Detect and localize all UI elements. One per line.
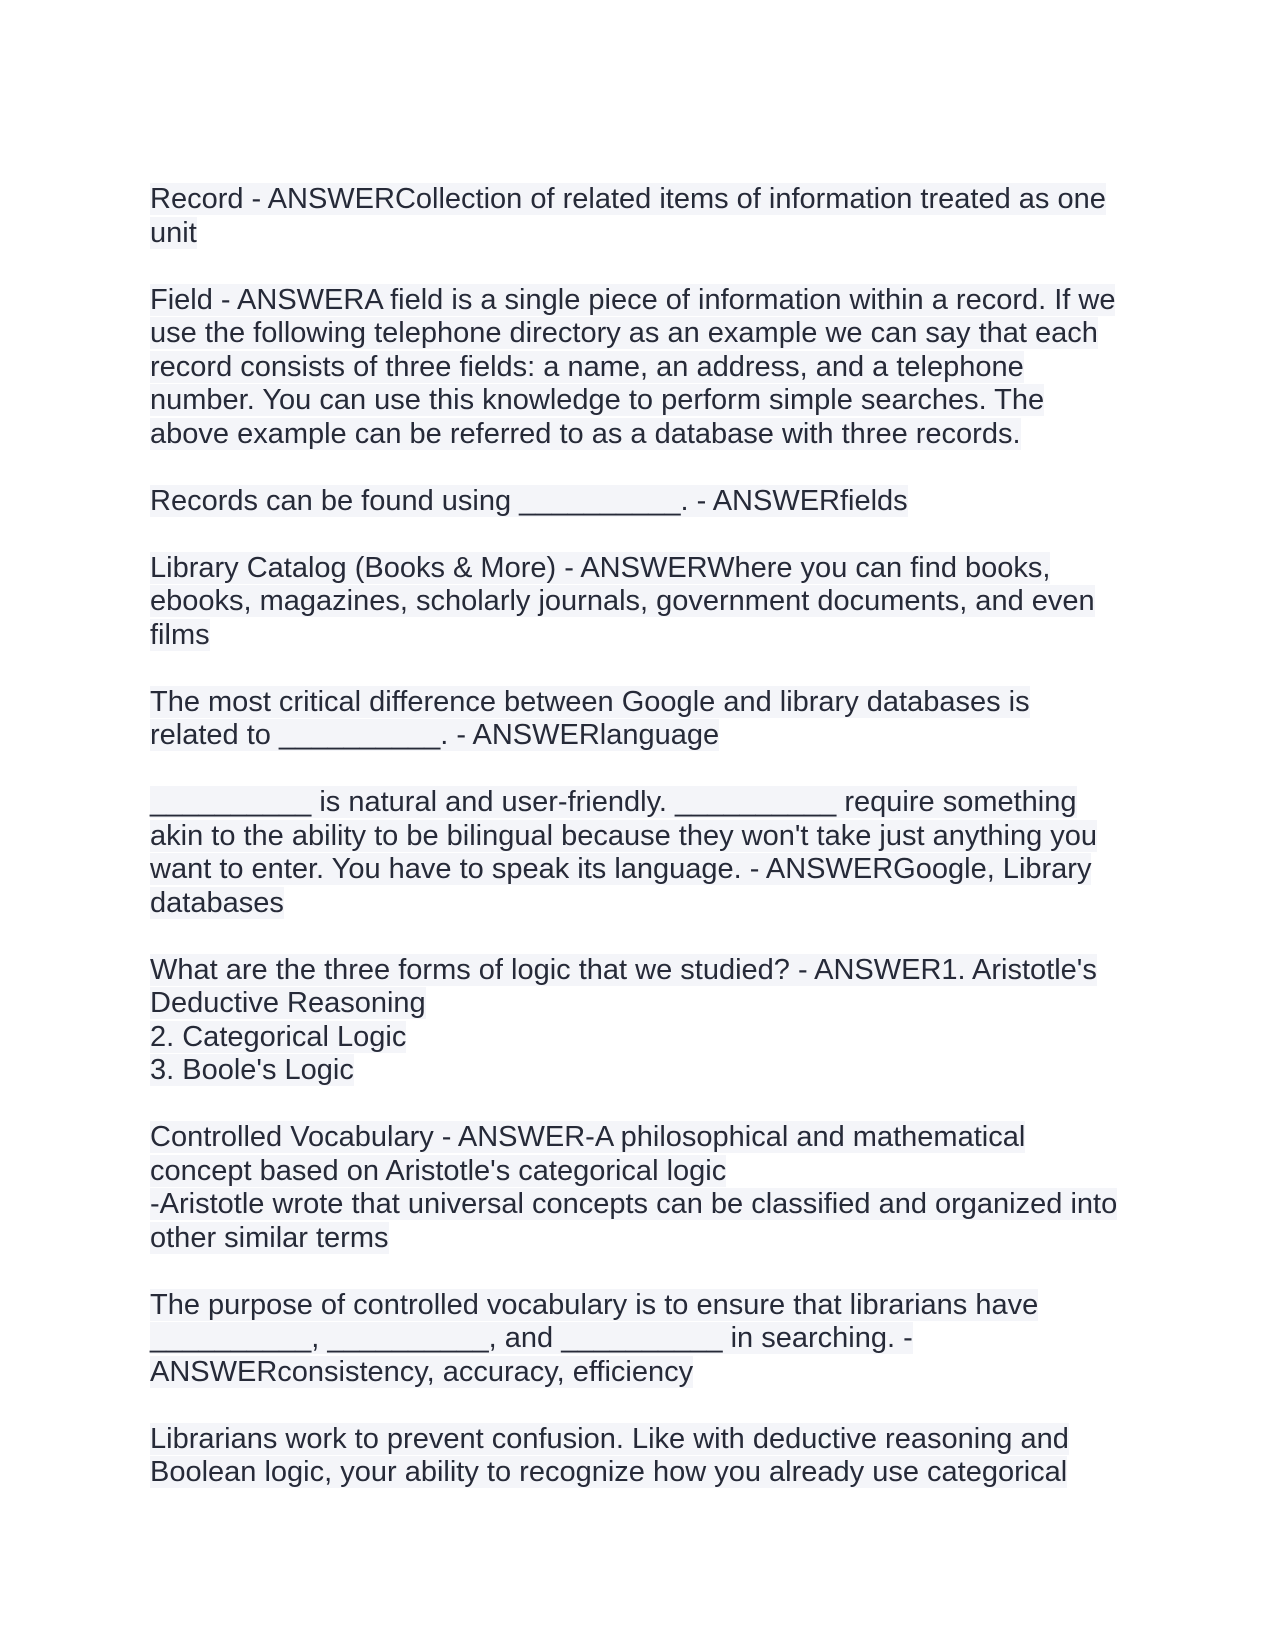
text-row xyxy=(150,954,1140,988)
qa-entry xyxy=(150,954,1140,1088)
text-line: ebooks, magazines, scholarly journals, government documents, and even xyxy=(150,585,1095,617)
text-row xyxy=(150,217,1140,251)
text-row xyxy=(150,317,1140,351)
document-page xyxy=(150,183,1140,1523)
text-row xyxy=(150,786,1140,820)
text-line: Records can be found using __________. - ANSWERfields xyxy=(150,484,908,517)
text-line: databases xyxy=(150,886,284,919)
text-row xyxy=(150,1222,1140,1256)
text-line: number. You can use this knowledge to perform simple searches. The xyxy=(150,384,1045,416)
qa-entry xyxy=(150,485,1140,519)
text-line: 2. Categorical Logic xyxy=(150,1020,407,1053)
text-line: concept based on Aristotle's categorical logic xyxy=(150,1154,727,1187)
text-row xyxy=(150,485,1140,519)
text-line: -Aristotle wrote that universal concepts can be classified and organized into xyxy=(150,1188,1118,1220)
text-row xyxy=(150,418,1140,452)
text-row xyxy=(150,183,1140,217)
text-row xyxy=(150,887,1140,921)
text-row xyxy=(150,820,1140,854)
qa-entry xyxy=(150,786,1140,920)
text-row xyxy=(150,719,1140,753)
text-row xyxy=(150,1021,1140,1055)
text-row xyxy=(150,1188,1140,1222)
text-row xyxy=(150,686,1140,720)
text-line: other similar terms xyxy=(150,1221,389,1254)
text-row xyxy=(150,1356,1140,1390)
text-line: Boolean logic, your ability to recognize how you already use categorical xyxy=(150,1456,1068,1488)
text-line: What are the three forms of logic that we studied? - ANSWER1. Aristotle's xyxy=(150,953,1097,986)
text-line: Field - ANSWERA field is a single piece of information within a record. If we xyxy=(150,283,1116,316)
text-line: Librarians work to prevent confusion. Like with deductive reasoning and xyxy=(150,1422,1069,1455)
text-row xyxy=(150,619,1140,653)
text-line: __________, __________, and __________ in searching. - xyxy=(150,1322,913,1354)
text-row xyxy=(150,351,1140,385)
text-line: __________ is natural and user-friendly. __________ require something xyxy=(150,786,1077,818)
text-line: above example can be referred to as a database with three records. xyxy=(150,417,1021,450)
qa-entry xyxy=(150,183,1140,250)
text-row xyxy=(150,585,1140,619)
text-line: Deductive Reasoning xyxy=(150,987,426,1019)
text-row xyxy=(150,1423,1140,1457)
text-line: want to enter. You have to speak its language. - ANSWERGoogle, Library xyxy=(150,853,1092,885)
text-line: akin to the ability to be bilingual because they won't take just anything you xyxy=(150,819,1098,852)
text-row xyxy=(150,552,1140,586)
text-row xyxy=(150,987,1140,1021)
text-row xyxy=(150,853,1140,887)
text-line: Record - ANSWERCollection of related items of information treated as one xyxy=(150,183,1106,215)
text-line: The most critical difference between Google and library databases is xyxy=(150,685,1030,718)
text-line: 3. Boole's Logic xyxy=(150,1054,354,1086)
text-line: use the following telephone directory as an example we can say that each xyxy=(150,317,1098,349)
qa-entry xyxy=(150,1423,1140,1490)
text-line: unit xyxy=(150,216,197,249)
text-line: Library Catalog (Books & More) - ANSWERWhere you can find books, xyxy=(150,551,1051,584)
text-row xyxy=(150,284,1140,318)
qa-entry xyxy=(150,686,1140,753)
qa-entry xyxy=(150,1121,1140,1255)
text-line: The purpose of controlled vocabulary is to ensure that librarians have xyxy=(150,1288,1039,1321)
text-line: related to __________. - ANSWERlanguage xyxy=(150,719,720,751)
text-row xyxy=(150,1121,1140,1155)
text-line: films xyxy=(150,618,210,651)
text-row xyxy=(150,1289,1140,1323)
text-row xyxy=(150,1054,1140,1088)
text-row xyxy=(150,1322,1140,1356)
qa-entry xyxy=(150,284,1140,452)
qa-entry xyxy=(150,1289,1140,1390)
text-line: record consists of three fields: a name, an address, and a telephone xyxy=(150,350,1024,383)
text-line: Controlled Vocabulary - ANSWER-A philosophical and mathematical xyxy=(150,1121,1026,1153)
qa-entry xyxy=(150,552,1140,653)
text-row xyxy=(150,384,1140,418)
text-row xyxy=(150,1155,1140,1189)
text-row xyxy=(150,1456,1140,1490)
text-line: ANSWERconsistency, accuracy, efficiency xyxy=(150,1355,694,1388)
